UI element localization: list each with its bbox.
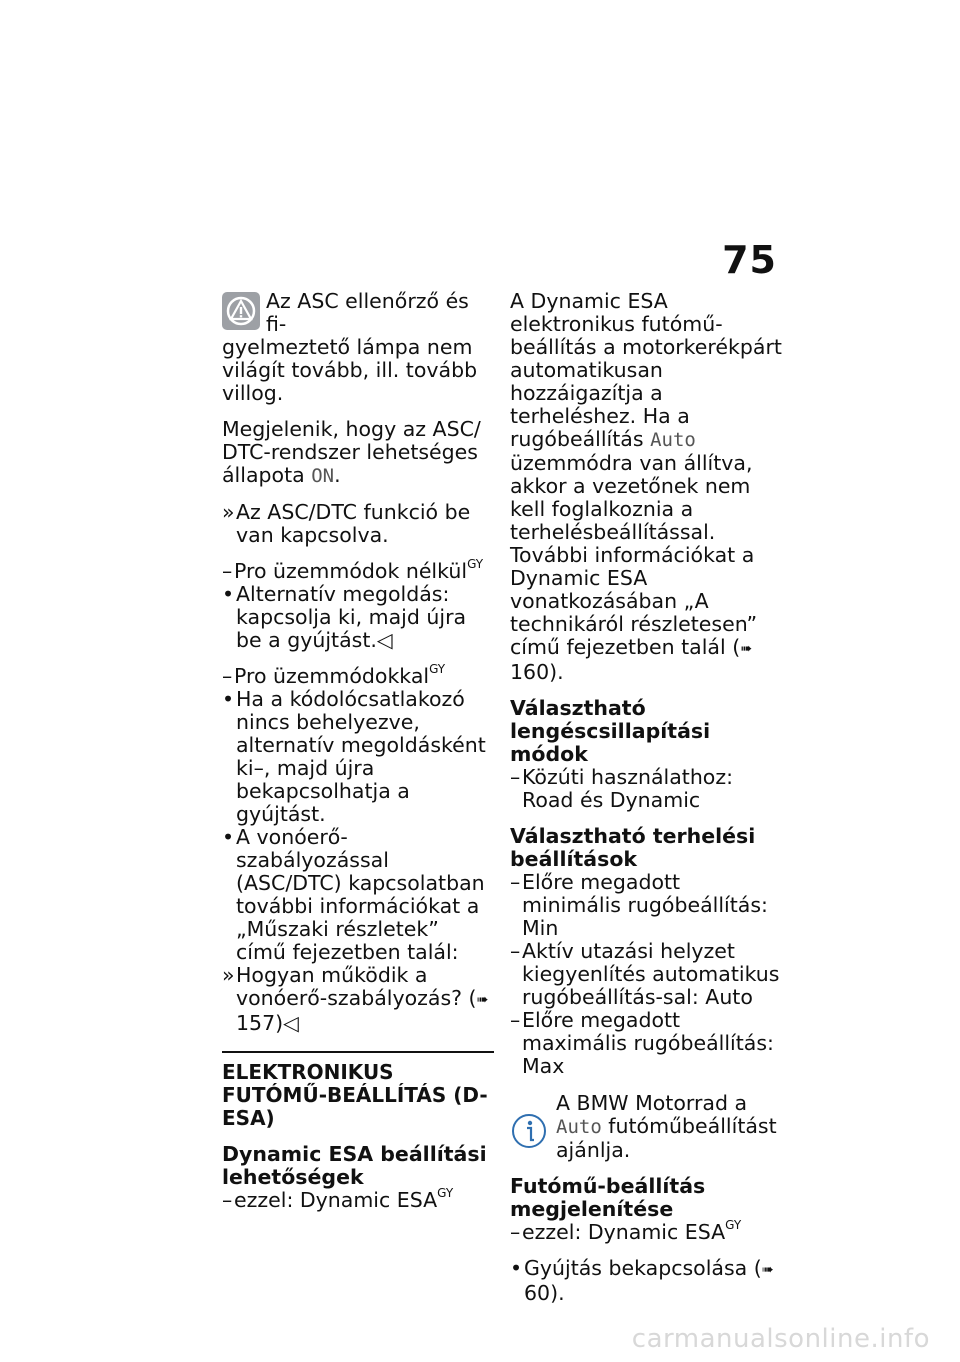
bullet-item: • Gyújtás bekapcsolása (➠ 60). xyxy=(510,1256,774,1305)
warning-line-2: gyelmeztető lámpa nem xyxy=(222,335,473,359)
page-ref-arrow-icon: ➠ xyxy=(476,992,489,1008)
asc-warning-icon xyxy=(222,292,260,330)
page-reference-link[interactable]: 157)◁ xyxy=(236,1011,299,1035)
right-column xyxy=(510,290,782,1305)
section-divider xyxy=(222,1051,494,1130)
page-number: 75 xyxy=(722,238,777,282)
left-column xyxy=(222,290,494,1212)
page-ref-arrow-icon: ➠ xyxy=(740,641,752,657)
condition-item: – Pro üzemmódok nélkül$^{GY}$ xyxy=(222,557,484,583)
option-item: – Aktív utazási helyzet kiegyenlítés automatikus rugóbeállítás-sal: Auto xyxy=(510,939,780,1009)
footer-watermark: carmanualsonline.info xyxy=(631,1324,930,1354)
option-item: – Előre megadott maximális rugóbeállítás: Max xyxy=(510,1008,774,1078)
result-item: » Az ASC/DTC funkció be van kapcsolva. xyxy=(222,500,471,547)
page-reference-link[interactable]: 60). xyxy=(524,1281,565,1305)
mode-value: Auto xyxy=(650,429,696,451)
gy-marker: GY xyxy=(429,662,446,677)
condition-item: – ezzel: Dynamic $ESA^{GY}$ xyxy=(222,1186,454,1212)
warning-line-1: Az ASC ellenőrző és fi- xyxy=(266,289,469,336)
intro-paragraph: A Dynamic ESA elektronikus futómű-beállítás a motorkerékpárt automatikusan hozzáigazítja a terheléshez. Ha a rugóbeállítás Auto üzemmódra van állítva, akkor a vezetőnek nem kell foglalkoznia a terhelésbeállítással. xyxy=(510,289,782,544)
warning-line-3: világít tovább, ill. tovább villog. xyxy=(222,358,478,405)
asc-warning-note xyxy=(222,290,494,405)
page-reference-link[interactable]: 160). xyxy=(510,660,564,684)
option-item: – Közúti használathoz: Road és Dynamic xyxy=(510,765,734,812)
option-item: – Előre megadott minimális rugóbeállítás: Min xyxy=(510,870,768,940)
result-item: » Hogyan működik a vonóerő-szabályozás? (➠ 157)◁ xyxy=(222,963,489,1035)
bullet-item: • Ha a kódolócsatlakozó nincs behelyezve, alternatív megoldásként ki–, majd újra bekapcsolhatja a gyújtást. xyxy=(222,687,486,826)
subheading: Dynamic ESA beállítási lehetőségek xyxy=(222,1142,487,1189)
gy-marker: GY xyxy=(725,1218,742,1233)
info-note: A BMW Motorrad a Auto futóműbeállítást ajánlja. xyxy=(510,1092,782,1162)
section-title: ELEKTRONIKUS FUTÓMŰ-BEÁLLÍTÁS (D-ESA) xyxy=(222,1060,488,1130)
gy-marker: GY xyxy=(467,557,484,572)
subheading: Választható lengéscsillapítási módok xyxy=(510,696,711,766)
info-icon xyxy=(510,1112,548,1150)
condition-item: – ezzel: Dynamic $ESA^{GY}$ xyxy=(510,1218,742,1244)
bullet-item: • Alternatív megoldás: kapcsolja ki, majd újra be a gyújtást.◁ xyxy=(222,582,467,652)
gy-marker: GY xyxy=(437,1186,454,1201)
more-info-paragraph: További információkat a Dynamic ESA vonatkozásában „A technikáról részletesen” című fejezetben talál (➠ 160). xyxy=(510,543,758,684)
subheading: Választható terhelési beállítások xyxy=(510,824,756,871)
page-ref-arrow-icon: ➠ xyxy=(761,1262,774,1278)
status-paragraph: Megjelenik, hogy az ASC/ DTC-rendszer lehetséges állapota ON. xyxy=(222,417,481,487)
result-marker: » xyxy=(222,500,235,524)
bullet-item: • A vonóerő-szabályozással (ASC/DTC) kapcsolatban további információkat a „Műszaki részletek” című fejezetben talál: xyxy=(222,825,485,964)
condition-item: – Pro üzemmódokkal$^{GY}$ xyxy=(222,662,446,688)
status-value: ON xyxy=(311,465,335,487)
subheading: Futómű-beállítás megjelenítése xyxy=(510,1174,706,1221)
recommended-mode: Auto xyxy=(556,1116,602,1138)
